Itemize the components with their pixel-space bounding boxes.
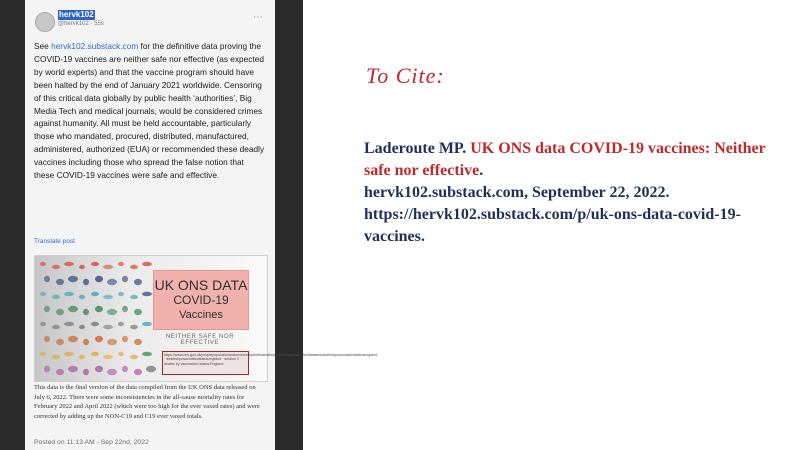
tweet-text <box>34 40 266 182</box>
decorative-dot <box>40 352 46 356</box>
decorative-dot <box>142 292 152 296</box>
decorative-dot <box>64 262 74 266</box>
handle-timestamp: @hervk102 · 55s <box>58 21 104 27</box>
tweet-header <box>35 10 265 30</box>
decorative-dot <box>142 322 152 326</box>
tweet-text-main: for the definitive data proving the COVID-19 vaccines are neither safe nor effective (as expected by world experts) and that the vaccine program should have been halted by the end of January 2021 worldwide. Censoring of this critical data globally by public health ‘authorities’, Big Media Tech and medical journals, would be considered crimes against humanity. All must be held accountable, particularly those who mandated, procured, distributed, manufactured, administered, authorized (EUA) or recommended these deadly vaccines including those who spread the false notion that these COVID-19 vaccines were safe and effective. <box>34 41 265 181</box>
decorative-dot <box>68 276 78 282</box>
decorative-dot <box>56 309 64 315</box>
decorative-dot <box>122 336 128 342</box>
decorative-dot <box>52 325 60 329</box>
decorative-dot <box>44 276 50 282</box>
decorative-dot <box>118 322 124 326</box>
decorative-dot <box>134 339 142 345</box>
embed-title-line-1: UK ONS DATA <box>154 277 248 293</box>
embed-title-line-3: Vaccines <box>179 309 223 321</box>
username[interactable]: hervk102 <box>59 10 94 19</box>
embed-caption: This data is the final version of the data compiled from the UK ONS data released on July 6, 2022. There were some inconsistencies in the all-cause mortality rates for February 2022 and April 2022 (which were too high for the ever vaxed rates) and were corrected by adding up the NON-C19 and C19 ever vaxed totals. <box>34 384 260 420</box>
translate-post-link[interactable]: Translate post <box>34 238 75 245</box>
decorative-dot <box>83 369 89 375</box>
decorative-dot <box>103 295 113 299</box>
citation-title-period: . <box>479 162 484 179</box>
decorative-dot <box>40 322 46 326</box>
decorative-dot <box>130 295 138 299</box>
avatar[interactable] <box>35 12 55 32</box>
decorative-dot <box>118 292 124 296</box>
decorative-dot <box>122 306 128 312</box>
decorative-dot <box>130 355 138 359</box>
decorative-dot <box>142 262 152 266</box>
decorative-dot <box>91 322 99 326</box>
embed-title-line-2: COVID-19 <box>173 293 229 307</box>
decorative-dot <box>79 265 85 269</box>
embed-subtitle: NEITHER SAFE NOR EFFECTIVE <box>165 334 235 346</box>
decorative-dot <box>107 369 117 375</box>
decorative-dot <box>40 292 46 296</box>
decorative-dot <box>95 366 103 372</box>
decorative-dot <box>118 262 124 266</box>
decorative-dot <box>56 279 64 285</box>
embedded-image[interactable] <box>34 255 378 382</box>
decorative-dot <box>103 355 113 359</box>
decorative-dot <box>68 336 78 342</box>
decorative-dot <box>64 322 74 326</box>
decorative-dot <box>52 265 60 269</box>
decorative-dot <box>107 279 117 285</box>
decorative-dot <box>134 279 142 285</box>
decorative-dot <box>118 352 124 356</box>
decorative-dot <box>44 336 50 342</box>
decorative-dot <box>95 336 103 342</box>
decorative-dot <box>91 352 99 356</box>
tweet-card <box>25 0 378 450</box>
decorative-dot <box>107 309 117 315</box>
decorative-dot <box>95 276 103 282</box>
decorative-dot <box>122 366 128 372</box>
substack-link[interactable]: hervk102.substack.com <box>51 41 139 51</box>
decorative-dot <box>68 366 78 372</box>
decorative-dot <box>79 355 85 359</box>
embed-url-box: https://www.ons.gov.uk/peoplepopulationandcommunity/birthsdeathsandmarriages/deaths/datasets/deathsbyvaccinationstatusengland · deathsbyvaccinationstatusengland · section 3 deaths by vaccination status England <box>162 351 249 375</box>
embed-title-box <box>153 270 249 330</box>
decorative-dot <box>52 355 60 359</box>
decorative-dot <box>56 369 64 375</box>
decorative-dot <box>83 279 89 285</box>
decorative-dot <box>64 352 74 356</box>
decorative-dot <box>91 292 99 296</box>
posted-timestamp: Posted on 11:13 AM - Sep 22nd, 2022 <box>34 439 149 446</box>
decorative-dot <box>130 265 138 269</box>
decorative-dot <box>107 339 117 345</box>
decorative-dot <box>146 366 156 372</box>
cite-heading: To Cite: <box>366 63 445 88</box>
decorative-dot <box>134 369 142 375</box>
decorative-dot <box>44 366 50 372</box>
decorative-dot <box>79 295 85 299</box>
citation-block <box>364 138 769 248</box>
citation-author: Laderoute MP. <box>364 140 471 157</box>
decorative-dot <box>83 339 89 345</box>
decorative-dot <box>64 292 74 296</box>
citation-url[interactable]: https://hervk102.substack.com/p/uk-ons-data-covid-19-vaccines. <box>364 206 741 245</box>
decorative-dot <box>52 295 60 299</box>
decorative-dot <box>44 306 50 312</box>
tweet-text-prefix: See <box>34 41 52 51</box>
decorative-dot <box>95 306 103 312</box>
decorative-dot <box>122 276 128 282</box>
decorative-dot <box>40 262 46 266</box>
decorative-dot <box>68 306 78 312</box>
citation-title: UK ONS data COVID-19 vaccines: Neither safe nor effective <box>364 140 766 179</box>
decorative-dot <box>134 309 142 315</box>
decorative-dot <box>142 352 152 356</box>
citation-source: hervk102.substack.com, September 22, 2022. <box>364 184 670 201</box>
decorative-dot <box>130 325 138 329</box>
decorative-dot <box>103 265 113 269</box>
decorative-dot <box>83 309 89 315</box>
decorative-dot <box>103 325 113 329</box>
ellipsis-icon[interactable]: ⋯ <box>253 12 263 23</box>
decorative-dot <box>91 262 99 266</box>
decorative-dot <box>79 325 85 329</box>
decorative-dot <box>56 339 64 345</box>
